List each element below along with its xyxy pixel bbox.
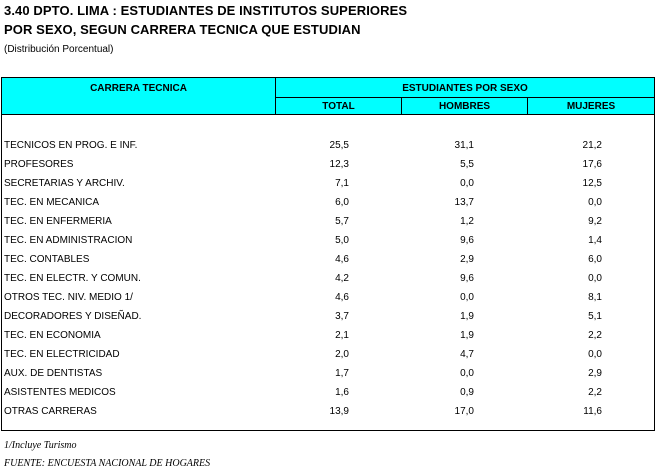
row-women: 5,1 (588, 311, 602, 322)
table-title-line1: 3.40 DPTO. LIMA : ESTUDIANTES DE INSTITUTOS SUPERIORES (4, 3, 408, 18)
header-women: MUJERES (566, 101, 616, 112)
row-women: 21,2 (582, 140, 602, 151)
row-total: 5,7 (335, 216, 349, 227)
table-row (0, 213, 655, 232)
row-career: TEC. CONTABLES (4, 254, 90, 265)
row-men: 0,0 (460, 292, 474, 303)
header-career: CARRERA TECNICA (90, 83, 187, 94)
row-men: 13,7 (454, 197, 474, 208)
row-women: 11,6 (583, 406, 602, 417)
row-women: 6,0 (588, 254, 602, 265)
table-row (0, 308, 655, 327)
row-women: 12,5 (582, 178, 602, 189)
table-subtitle: (Distribución Porcentual) (4, 44, 114, 55)
row-career: ASISTENTES MEDICOS (4, 387, 116, 398)
table-title-line2: POR SEXO, SEGUN CARRERA TECNICA QUE ESTUDIAN (4, 22, 361, 37)
row-career: AUX. DE DENTISTAS (4, 368, 103, 379)
table-bottom-border (1, 430, 655, 431)
row-career: TEC. EN ELECTR. Y COMUN. (4, 273, 141, 284)
row-total: 12,3 (329, 159, 349, 170)
row-career: PROFESORES (4, 159, 74, 170)
row-total: 1,6 (335, 387, 349, 398)
header-top-border (1, 77, 655, 78)
row-total: 25,5 (329, 140, 349, 151)
row-women: 0,0 (588, 197, 602, 208)
source-note: FUENTE: ENCUESTA NACIONAL DE HOGARES (4, 458, 211, 469)
row-total: 13,9 (329, 406, 349, 417)
row-total: 3,7 (335, 311, 349, 322)
table-row (0, 270, 655, 289)
row-men: 0,0 (460, 178, 474, 189)
row-career: TEC. EN ELECTRICIDAD (4, 349, 120, 360)
table-row (0, 346, 655, 365)
row-career: TEC. EN ENFERMERIA (4, 216, 112, 227)
row-career: TEC. EN ADMINISTRACION (4, 235, 133, 246)
row-career: SECRETARIAS Y ARCHIV. (4, 178, 125, 189)
row-women: 8,1 (588, 292, 602, 303)
table-row (0, 289, 655, 308)
row-total: 2,0 (335, 349, 349, 360)
row-total: 2,1 (335, 330, 349, 341)
row-women: 1,4 (588, 235, 602, 246)
row-men: 31,1 (454, 140, 474, 151)
row-men: 1,2 (460, 216, 474, 227)
row-women: 0,0 (588, 349, 602, 360)
row-total: 7,1 (335, 178, 349, 189)
table-row (0, 251, 655, 270)
table-row (0, 194, 655, 213)
row-men: 4,7 (460, 349, 474, 360)
row-career: TEC. EN MECANICA (4, 197, 100, 208)
header-men: HOMBRES (438, 101, 491, 112)
row-men: 17,0 (454, 406, 474, 417)
table-row (0, 327, 655, 346)
row-men: 5,5 (460, 159, 474, 170)
row-women: 2,2 (588, 387, 602, 398)
header-group-divider (275, 97, 655, 98)
row-total: 1,7 (335, 368, 349, 379)
row-women: 9,2 (588, 216, 602, 227)
row-career: DECORADORES Y DISEÑAD. (4, 311, 142, 322)
row-men: 0,0 (460, 368, 474, 379)
header-students-by-sex: ESTUDIANTES POR SEXO (402, 83, 528, 94)
row-women: 2,9 (588, 368, 602, 379)
row-women: 17,6 (582, 159, 602, 170)
row-men: 9,6 (460, 273, 474, 284)
table-row (0, 403, 655, 422)
row-men: 9,6 (460, 235, 474, 246)
table-row (0, 137, 655, 156)
row-total: 4,6 (335, 254, 349, 265)
row-women: 2,2 (588, 330, 602, 341)
row-career: OTRAS CARRERAS (4, 406, 97, 417)
row-men: 1,9 (460, 311, 474, 322)
row-total: 4,6 (335, 292, 349, 303)
row-total: 5,0 (335, 235, 349, 246)
table-row (0, 175, 655, 194)
row-career: OTROS TEC. NIV. MEDIO 1/ (4, 292, 133, 303)
header-bottom-border (1, 114, 655, 115)
footnote: 1/Incluye Turismo (4, 440, 77, 451)
table-row (0, 156, 655, 175)
table-row (0, 232, 655, 251)
table-row (0, 384, 655, 403)
row-career: TEC. EN ECONOMIA (4, 330, 101, 341)
table-row (0, 365, 655, 384)
header-total: TOTAL (322, 101, 355, 112)
row-total: 6,0 (335, 197, 349, 208)
row-men: 2,9 (460, 254, 474, 265)
row-career: TECNICOS EN PROG. E INF. (4, 140, 138, 151)
row-women: 0,0 (588, 273, 602, 284)
row-men: 1,9 (460, 330, 474, 341)
row-men: 0,9 (460, 387, 474, 398)
row-total: 4,2 (335, 273, 349, 284)
